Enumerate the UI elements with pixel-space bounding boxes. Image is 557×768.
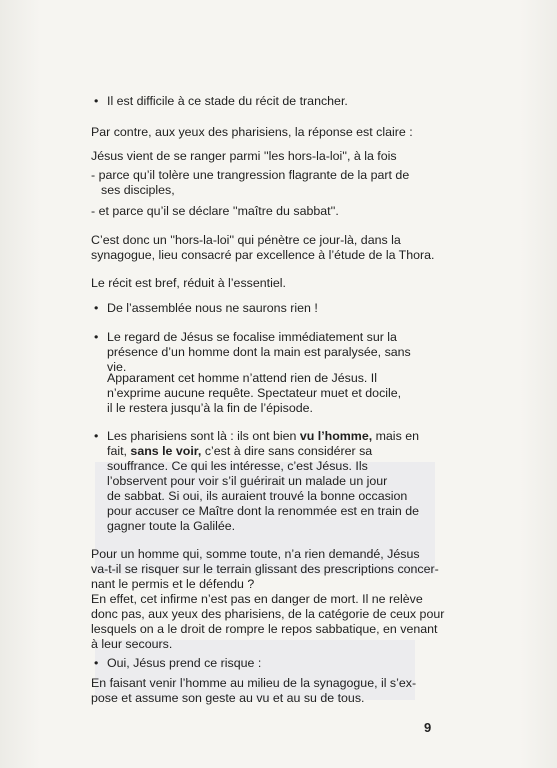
paragraph-4-line-1: - parce qu’il tolère une trangression flagrante de la part de <box>91 168 410 182</box>
paragraph-3: Jésus vient de se ranger parmi ''les hors-la-loi'', à la fois <box>91 149 397 163</box>
paragraph-9-line-5: n’exprime aucune requête. Spectateur muet et docile, <box>107 386 402 400</box>
paragraph-5: - et parce qu’il se déclare ''maître du sabbat''. <box>91 204 339 218</box>
paragraph-10-line-7: gagner toute la Galilée. <box>107 519 236 533</box>
paragraph-10-line-5: de sabbat. Si oui, ils auraient trouvé la bonne occasion <box>107 489 408 503</box>
paragraph-9-line-4: Apparament cet homme n’attend rien de Jésus. Il <box>107 371 377 385</box>
paragraph-9-line-2: présence d’un homme dont la main est paralysée, sans <box>107 345 411 359</box>
paragraph-9-line-3: vie. <box>107 360 127 374</box>
paragraph-2: Par contre, aux yeux des pharisiens, la réponse est claire : <box>91 125 413 139</box>
paragraph-10-line-1: • Les pharisiens sont là : ils ont bien vu l’homme, mais en <box>107 429 419 444</box>
paragraph-9-line-1: • Le regard de Jésus se focalise immédiatement sur la <box>107 330 397 345</box>
paragraph-14-line-2: pose et assume son geste au vu et au su de tous. <box>91 691 365 705</box>
paragraph-12-line-3: lesquels on a le droit de rompre le repos sabbatique, en venant <box>91 622 438 636</box>
paragraph-11-line-2: va-t-il se risquer sur le terrain glissant des prescriptions concer- <box>91 562 439 576</box>
paragraph-7: Le récit est bref, réduit à l’essentiel. <box>91 276 286 290</box>
page-number: 9 <box>424 720 432 735</box>
paragraph-6-line-1: C’est donc un ''hors-la-loi'' qui pénètre ce jour-là, dans la <box>91 233 401 247</box>
paragraph-8: • De l’assemblée nous ne saurons rien ! <box>107 301 318 316</box>
paragraph-12-line-4: à leur secours. <box>91 637 173 651</box>
paragraph-6-line-2: synagogue, lieu consacré par excellence à l’étude de la Thora. <box>91 248 435 262</box>
paragraph-12-line-2: donc pas, aux yeux des pharisiens, de la catégorie de ceux pour <box>91 607 445 621</box>
paragraph-13: • Oui, Jésus prend ce risque : <box>107 656 261 671</box>
paragraph-1: • Il est difficile à ce stade du récit de trancher. <box>107 94 348 109</box>
paragraph-10-line-4: l’observent pour voir s’il guérirait un malade un jour <box>107 474 388 488</box>
paragraph-11-line-3: nant le permis et le défendu ? <box>91 577 255 591</box>
paragraph-14-line-1: En faisant venir l’homme au milieu de la synagogue, il s’ex- <box>91 676 417 690</box>
paragraph-12-line-1: En effet, cet infirme n’est pas en danger de mort. Il ne relève <box>91 592 423 606</box>
paragraph-4-line-2: ses disciples, <box>101 183 175 197</box>
paragraph-10-line-3: souffrance. Ce qui les intéresse, c’est Jésus. Ils <box>107 459 368 473</box>
paragraph-11-line-1: Pour un homme qui, somme toute, n’a rien demandé, Jésus <box>91 547 420 561</box>
paragraph-10-line-2: fait, sans le voir, c’est à dire sans considérer sa <box>107 444 373 458</box>
paragraph-9-line-6: il le restera jusqu’à la fin de l’épisode. <box>107 401 313 415</box>
paragraph-10-line-6: pour accuser ce Maître dont la renommée est en train de <box>107 504 419 518</box>
